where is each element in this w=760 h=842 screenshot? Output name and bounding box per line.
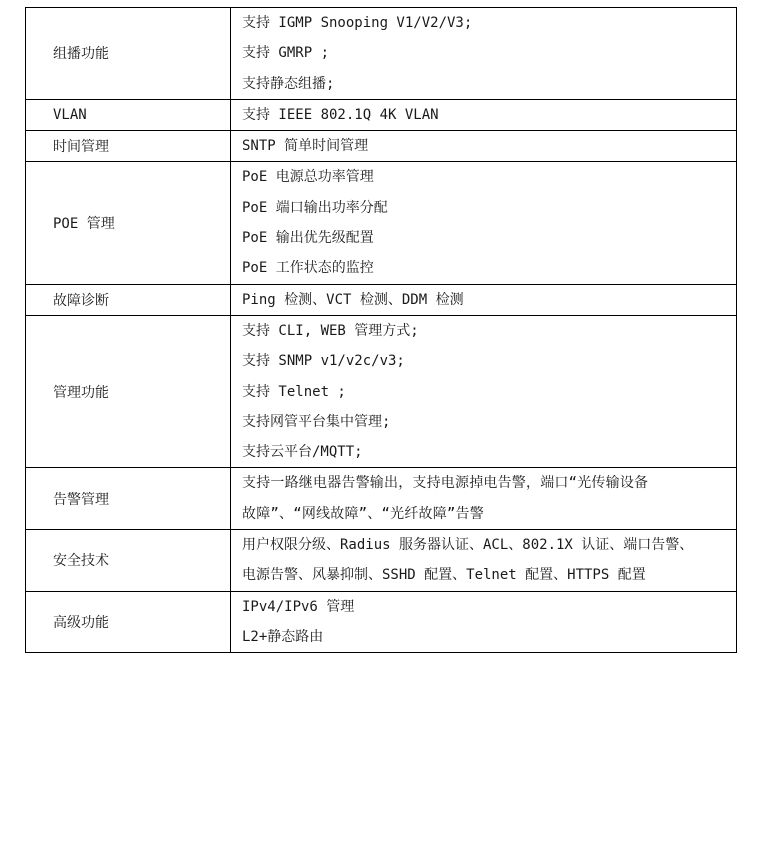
category-cell: 高级功能 (26, 591, 231, 653)
category-cell: VLAN (26, 99, 231, 130)
value-line: L2+静态路由 (242, 628, 324, 645)
table-row (26, 131, 737, 162)
table-row (26, 468, 737, 530)
category-cell: 组播功能 (26, 8, 231, 100)
value-line: 支持 CLI, WEB 管理方式; (242, 322, 419, 339)
category-cell: 安全技术 (26, 530, 231, 592)
value-line: 支持 IGMP Snooping V1/V2/V3; (242, 15, 473, 31)
table-row (26, 162, 737, 284)
value-line: PoE 端口输出功率分配 (242, 199, 388, 216)
value-line: 支持 IEEE 802.1Q 4K VLAN (242, 106, 439, 123)
value-cell (231, 8, 737, 100)
table-row (26, 530, 737, 592)
value-line: 故障”、“网线故障”、“光纤故障”告警 (242, 505, 484, 522)
value-line: SNTP 简单时间管理 (242, 138, 369, 155)
spec-table (25, 7, 737, 653)
value-line: 电源告警、风暴抑制、SSHD 配置、Telnet 配置、HTTPS 配置 (242, 567, 646, 584)
value-line: Ping 检测、VCT 检测、DDM 检测 (242, 291, 464, 308)
value-line: 支持一路继电器告警输出，支持电源掉电告警，端口“光传输设备 (242, 475, 649, 492)
value-cell (231, 99, 737, 130)
value-line: PoE 输出优先级配置 (242, 230, 374, 247)
value-cell (231, 162, 737, 284)
value-cell (231, 131, 737, 162)
value-line: 支持静态组播; (242, 75, 335, 92)
value-line: 支持 SNMP v1/v2c/v3; (242, 353, 405, 370)
value-cell (231, 591, 737, 653)
value-line: 支持网管平台集中管理; (242, 413, 391, 430)
category-cell: POE 管理 (26, 162, 231, 284)
table-row (26, 99, 737, 130)
value-line: 用户权限分级、Radius 服务器认证、ACL、802.1X 认证、端口告警、 (242, 537, 694, 554)
table-row (26, 315, 737, 467)
category-cell: 故障诊断 (26, 284, 231, 315)
value-line: IPv4/IPv6 管理 (242, 598, 355, 615)
value-line: PoE 工作状态的监控 (242, 260, 374, 277)
value-line: 支持 Telnet ; (242, 383, 346, 400)
category-cell: 时间管理 (26, 131, 231, 162)
table-row (26, 8, 737, 100)
value-cell (231, 530, 737, 592)
value-cell (231, 468, 737, 530)
category-cell: 管理功能 (26, 315, 231, 467)
value-line: PoE 电源总功率管理 (242, 169, 374, 186)
value-cell (231, 284, 737, 315)
value-line: 支持云平台/MQTT; (242, 444, 363, 461)
table-row (26, 591, 737, 653)
table-row (26, 284, 737, 315)
category-cell: 告警管理 (26, 468, 231, 530)
value-cell (231, 315, 737, 467)
value-line: 支持 GMRP ; (242, 45, 330, 62)
